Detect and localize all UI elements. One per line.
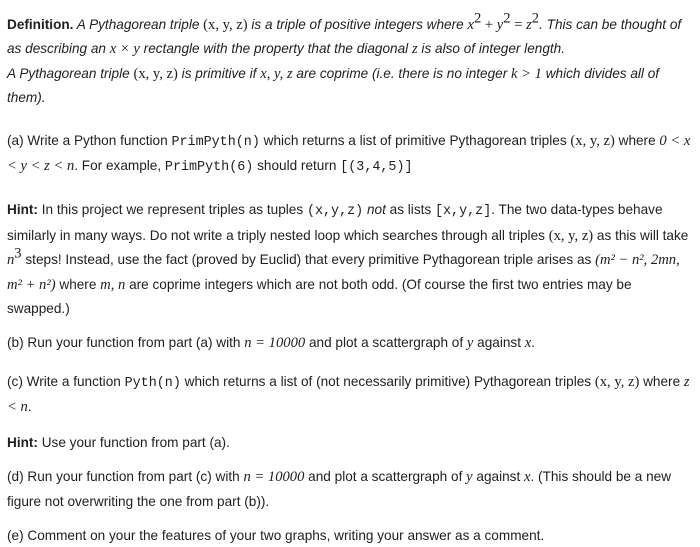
part-e-paragraph: (e) Comment on your the features of your two graphs, writing your answer as a comment. (7, 527, 545, 543)
code-pyth: Pyth(n) (124, 375, 181, 391)
code-list: [x,y,z] (434, 204, 492, 220)
euclid-formula: (m² − n², 2mn, m² + n²) (7, 252, 680, 293)
document (7, 10, 693, 547)
part-b-paragraph: (b) Run your function from part (a) with n = 10000 and plot a scattergraph of y against x. (7, 335, 536, 352)
code-example-result: [(3,4,5)] (340, 160, 413, 176)
part-a-paragraph: (a) Write a Python function PrimPyth(n) which returns a list of primitive Pythagorean triples (x, y, z) where 0 < x < y < z < n. For example, PrimPyth(6) should return [(3,4,5)] (7, 132, 691, 176)
hint-2-label: Hint: (7, 434, 38, 450)
code-primpyth: PrimPyth(n) (171, 134, 260, 150)
code-primpyth-example: PrimPyth(6) (164, 160, 254, 176)
definition-label: Definition. (7, 17, 74, 32)
hint-2-paragraph: Hint: Use your function from part (a). (7, 434, 230, 450)
code-tuple: (x,y,z) (306, 204, 364, 220)
definition-paragraph: Definition. A Pythagorean triple (x, y, z) is a triple of positive integers where $x^2 + y^2 = z^2$. This can be thought of as describing an x × y rectangle with the property that the diagonal z is also of integer length. A Pythagorean triple (x, y, z) is primitive if x, y, z are coprime (i.e. there is no integer k > 1 which divides all of them). (7, 10, 682, 106)
hint-paragraph: Hint: In this project we represent triples as tuples (x,y,z) not as lists [x,y,z]. The two data-types behave similarly in many ways. Do not write a triply nested loop which searches through all triples (x, y, z) as this will take $n^3$ steps! Instead, use the fact (proved by Euclid) that every primitive Pythagorean triple arises as (m² − n², 2mn, m² + n²) where m, n are coprime integers which are not both odd. (Of course the first two entries may be swapped.) (7, 202, 689, 317)
part-c-paragraph: (c) Write a function Pyth(n) which returns a list of (not necessarily primitive) Pythagorean triples (x, y, z) where z < n. (7, 373, 690, 416)
part-d-paragraph: (d) Run your function from part (c) with n = 10000 and plot a scattergraph of y against x. (This should be a new figure not overwriting the one from part (b)). (7, 469, 672, 509)
hint-label: Hint: (7, 202, 38, 218)
